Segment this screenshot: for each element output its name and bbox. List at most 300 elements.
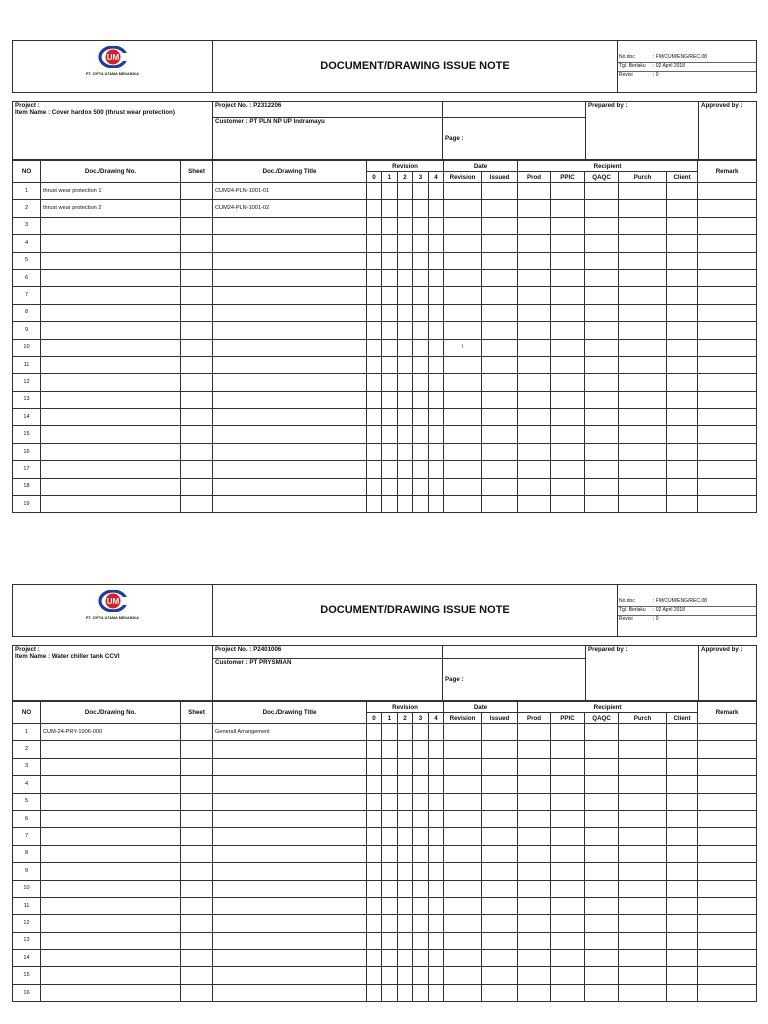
col-date: Date [444, 161, 518, 172]
revision-cell [429, 235, 444, 252]
revision-cell [429, 374, 444, 391]
doc-number-cell: thrust wear protection 2 [41, 200, 181, 217]
doc-number-cell [41, 217, 181, 234]
revision-cell [398, 409, 413, 426]
recipient-cell [667, 496, 698, 513]
recipient-cell [585, 845, 619, 862]
revision-cell [382, 443, 398, 460]
revision-cell [398, 356, 413, 373]
recipient-cell [585, 304, 619, 321]
page-label: Page : [443, 659, 586, 701]
recipient-cell [551, 880, 585, 897]
revision-cell [398, 304, 413, 321]
revision-cell [398, 200, 413, 217]
recipient-cell [551, 810, 585, 827]
recipient-cell [619, 217, 667, 234]
revision-cell [382, 409, 398, 426]
recipient-cell [551, 339, 585, 356]
revision-cell [367, 252, 382, 269]
date-issued-cell [482, 932, 518, 949]
meta-label: Revisi [619, 616, 633, 622]
date-issued-cell [482, 478, 518, 495]
row-number: 4 [13, 235, 41, 252]
revision-cell [413, 269, 429, 286]
date-issued-cell [482, 897, 518, 914]
row-number: 7 [13, 828, 41, 845]
revision-cell [398, 374, 413, 391]
doc-number-cell [41, 235, 181, 252]
recipient-cell [585, 776, 619, 793]
date-revision-cell [444, 915, 482, 932]
date-revision-cell [444, 897, 482, 914]
revision-cell [429, 269, 444, 286]
revision-cell [413, 461, 429, 478]
revision-cell [429, 880, 444, 897]
table-row [13, 758, 757, 775]
item-name: Item Name : Cover hardox 500 (thrust wear protection) [15, 109, 175, 116]
doc-number-cell [41, 984, 181, 1001]
date-issued-cell [482, 339, 518, 356]
date-col: Issued [482, 713, 518, 724]
remark-cell [698, 200, 757, 217]
table-row [13, 356, 757, 373]
rev-col: 4 [429, 713, 444, 724]
remark-cell [698, 287, 757, 304]
document-meta [618, 585, 757, 637]
recipient-col: PPIC [551, 172, 585, 183]
sheet-cell [181, 880, 213, 897]
recipient-cell [667, 287, 698, 304]
date-issued-cell [482, 322, 518, 339]
date-revision-cell [444, 810, 482, 827]
revision-cell [367, 863, 382, 880]
sheet-cell [181, 828, 213, 845]
recipient-cell [619, 183, 667, 200]
revision-cell [367, 758, 382, 775]
date-revision-cell [444, 478, 482, 495]
table-row [13, 217, 757, 234]
col-remark: Remark [698, 702, 757, 724]
doc-title-cell [213, 810, 367, 827]
recipient-cell [551, 269, 585, 286]
date-issued-cell [482, 269, 518, 286]
table-row [13, 915, 757, 932]
date-issued-cell [482, 200, 518, 217]
date-issued-cell [482, 984, 518, 1001]
doc-number-cell [41, 252, 181, 269]
revision-cell [413, 339, 429, 356]
recipient-cell [667, 950, 698, 967]
recipient-cell [585, 426, 619, 443]
remark-cell [698, 776, 757, 793]
recipient-col: Purch [619, 713, 667, 724]
table-row [13, 339, 757, 356]
meta-value: : FM/CUM/ENG/REC.08 [652, 54, 756, 63]
row-number: 8 [13, 845, 41, 862]
recipient-cell [585, 496, 619, 513]
recipient-cell [667, 915, 698, 932]
revision-cell [429, 724, 444, 741]
revision-cell [429, 252, 444, 269]
row-number: 3 [13, 217, 41, 234]
revision-cell [398, 478, 413, 495]
table-row [13, 426, 757, 443]
table-row [13, 880, 757, 897]
doc-number-cell [41, 478, 181, 495]
table-body [13, 724, 757, 1002]
recipient-cell [667, 461, 698, 478]
revision-cell [367, 304, 382, 321]
date-issued-cell [482, 235, 518, 252]
table-row [13, 724, 757, 741]
row-number: 3 [13, 758, 41, 775]
revision-cell [398, 915, 413, 932]
logo-letters: UM [106, 53, 119, 62]
date-issued-cell [482, 724, 518, 741]
date-revision-cell [444, 932, 482, 949]
revision-cell [413, 724, 429, 741]
doc-number-cell [41, 426, 181, 443]
table-row [13, 183, 757, 200]
logo-block [13, 585, 213, 637]
date-revision-cell [444, 776, 482, 793]
revision-cell [429, 810, 444, 827]
table-row [13, 322, 757, 339]
revision-cell [413, 496, 429, 513]
doc-title-cell [213, 461, 367, 478]
remark-cell [698, 391, 757, 408]
project-label: Project : [15, 102, 40, 109]
revision-cell [413, 984, 429, 1001]
recipient-cell [551, 863, 585, 880]
table-row [13, 845, 757, 862]
remark-cell [698, 793, 757, 810]
date-revision-cell [444, 356, 482, 373]
revision-cell [367, 269, 382, 286]
recipient-cell [619, 478, 667, 495]
recipient-cell [518, 932, 551, 949]
recipient-cell [585, 758, 619, 775]
revision-cell [429, 915, 444, 932]
row-number: 4 [13, 776, 41, 793]
doc-title-cell [213, 391, 367, 408]
revision-cell [398, 443, 413, 460]
table-row [13, 200, 757, 217]
sheet-cell [181, 776, 213, 793]
doc-number-cell: thrust wear protection 1 [41, 183, 181, 200]
recipient-col: Purch [619, 172, 667, 183]
sheet-cell [181, 496, 213, 513]
col-revision: Revision [367, 161, 444, 172]
revision-cell [429, 409, 444, 426]
recipient-col: Prod [518, 713, 551, 724]
revision-cell [429, 478, 444, 495]
remark-cell [698, 863, 757, 880]
recipient-cell [518, 269, 551, 286]
recipient-cell [619, 426, 667, 443]
table-row [13, 793, 757, 810]
recipient-cell [551, 845, 585, 862]
remark-cell [698, 461, 757, 478]
recipient-cell [551, 897, 585, 914]
revision-cell [413, 391, 429, 408]
recipient-cell [667, 793, 698, 810]
revision-cell [398, 741, 413, 758]
remark-cell [698, 374, 757, 391]
recipient-cell [518, 322, 551, 339]
doc-title-cell [213, 443, 367, 460]
revision-cell [382, 426, 398, 443]
remark-cell [698, 758, 757, 775]
revision-cell [367, 200, 382, 217]
revision-cell [413, 897, 429, 914]
recipient-cell [551, 984, 585, 1001]
date-issued-cell [482, 391, 518, 408]
row-number: 5 [13, 793, 41, 810]
recipient-cell [551, 793, 585, 810]
remark-cell [698, 950, 757, 967]
approved-by: Approved by : [699, 646, 757, 701]
date-revision-cell [444, 496, 482, 513]
project-label: Project : [15, 646, 40, 653]
date-issued-cell [482, 793, 518, 810]
recipient-cell [585, 287, 619, 304]
sheet-cell [181, 287, 213, 304]
meta-value: : 0 [653, 616, 659, 622]
doc-number-cell [41, 967, 181, 984]
revision-cell [429, 426, 444, 443]
recipient-cell [551, 391, 585, 408]
table-row [13, 478, 757, 495]
recipient-cell [585, 828, 619, 845]
recipient-cell [518, 984, 551, 1001]
sheet-cell [181, 741, 213, 758]
remark-cell [698, 252, 757, 269]
recipient-cell [619, 339, 667, 356]
revision-cell [429, 339, 444, 356]
logo-block [13, 41, 213, 93]
prepared-by: Prepared by : [586, 102, 699, 160]
recipient-cell [518, 724, 551, 741]
date-issued-cell [482, 426, 518, 443]
revision-cell [367, 356, 382, 373]
table-row [13, 897, 757, 914]
date-revision-cell [444, 200, 482, 217]
recipient-cell [551, 461, 585, 478]
recipient-cell [585, 880, 619, 897]
doc-title-cell [213, 322, 367, 339]
remark-cell [698, 915, 757, 932]
recipient-cell [551, 374, 585, 391]
date-issued-cell [482, 758, 518, 775]
remark-cell [698, 845, 757, 862]
recipient-cell [619, 461, 667, 478]
doc-title-cell [213, 356, 367, 373]
recipient-cell [667, 897, 698, 914]
customer: Customer : PT PLN NP UP Indramayu [213, 118, 443, 160]
sheet-cell [181, 356, 213, 373]
col-doc-title: Doc./Drawing Title [213, 161, 367, 183]
table-row [13, 252, 757, 269]
revision-cell [382, 235, 398, 252]
recipient-cell [518, 810, 551, 827]
document-list-table [12, 701, 757, 1002]
doc-title-cell [213, 915, 367, 932]
recipient-cell [518, 741, 551, 758]
sheet-cell [181, 443, 213, 460]
revision-cell [413, 409, 429, 426]
revision-cell [413, 322, 429, 339]
company-name: PT. CIPTA UTAMA MEKANIKA [86, 72, 139, 76]
row-number: 16 [13, 984, 41, 1001]
recipient-cell [518, 880, 551, 897]
recipient-cell [518, 391, 551, 408]
revision-cell [367, 287, 382, 304]
doc-title-cell [213, 269, 367, 286]
date-issued-cell [482, 915, 518, 932]
recipient-cell [518, 758, 551, 775]
doc-title-cell [213, 880, 367, 897]
col-recipient: Recipient [518, 702, 698, 713]
remark-cell [698, 897, 757, 914]
date-revision-cell [444, 741, 482, 758]
sheet-cell [181, 793, 213, 810]
recipient-cell [551, 741, 585, 758]
revision-cell [398, 287, 413, 304]
recipient-cell [585, 356, 619, 373]
remark-cell [698, 478, 757, 495]
revision-cell [382, 863, 398, 880]
sheet-cell [181, 252, 213, 269]
recipient-cell [551, 409, 585, 426]
table-row [13, 235, 757, 252]
revision-cell [398, 339, 413, 356]
meta-label: No.doc [618, 54, 652, 63]
recipient-col: QAQC [585, 713, 619, 724]
doc-title-cell [213, 897, 367, 914]
revision-cell [382, 967, 398, 984]
rev-col: 0 [367, 713, 382, 724]
recipient-cell [518, 183, 551, 200]
sheet-cell [181, 724, 213, 741]
revision-cell [398, 322, 413, 339]
revision-cell [429, 200, 444, 217]
revision-cell [429, 758, 444, 775]
recipient-cell [667, 252, 698, 269]
doc-title-cell [213, 426, 367, 443]
rev-col: 3 [413, 172, 429, 183]
recipient-cell [551, 200, 585, 217]
company-logo-icon [98, 590, 128, 612]
col-doc-no: Doc./Drawing No. [41, 161, 181, 183]
doc-number-cell [41, 880, 181, 897]
col-remark: Remark [698, 161, 757, 183]
project-info [12, 101, 757, 160]
doc-title-cell [213, 287, 367, 304]
revision-cell [429, 863, 444, 880]
date-issued-cell [482, 409, 518, 426]
col-revision: Revision [367, 702, 444, 713]
revision-cell [429, 984, 444, 1001]
row-number: 19 [13, 496, 41, 513]
recipient-cell [667, 235, 698, 252]
recipient-cell [667, 356, 698, 373]
recipient-cell [667, 758, 698, 775]
recipient-cell [518, 356, 551, 373]
revision-cell [398, 810, 413, 827]
recipient-cell [619, 897, 667, 914]
row-number: 1 [13, 724, 41, 741]
remark-cell [698, 183, 757, 200]
doc-title-cell [213, 984, 367, 1001]
recipient-cell [518, 304, 551, 321]
recipient-cell [619, 932, 667, 949]
row-number: 16 [13, 443, 41, 460]
recipient-cell [585, 461, 619, 478]
date-revision-cell: \ [444, 339, 482, 356]
doc-number-cell [41, 356, 181, 373]
date-issued-cell [482, 741, 518, 758]
date-revision-cell [444, 391, 482, 408]
recipient-col: Client [667, 172, 698, 183]
table-row [13, 269, 757, 286]
revision-cell [429, 897, 444, 914]
row-number: 9 [13, 322, 41, 339]
revision-cell [367, 793, 382, 810]
date-issued-cell [482, 496, 518, 513]
doc-number-cell [41, 269, 181, 286]
revision-cell [413, 443, 429, 460]
row-number: 15 [13, 426, 41, 443]
row-number: 17 [13, 461, 41, 478]
revision-cell [413, 880, 429, 897]
project-item-cell [13, 102, 213, 160]
revision-cell [367, 409, 382, 426]
table-row [13, 932, 757, 949]
recipient-cell [551, 443, 585, 460]
recipient-cell [619, 810, 667, 827]
recipient-col: Prod [518, 172, 551, 183]
doc-title-cell [213, 374, 367, 391]
recipient-cell [667, 426, 698, 443]
recipient-cell [585, 235, 619, 252]
doc-title-cell [213, 967, 367, 984]
recipient-cell [667, 304, 698, 321]
doc-number-cell [41, 339, 181, 356]
revision-cell [367, 339, 382, 356]
company-name: PT. CIPTA UTAMA MEKANIKA [86, 616, 139, 620]
revision-cell [382, 374, 398, 391]
revision-cell [398, 235, 413, 252]
sheet-cell [181, 950, 213, 967]
sheet-cell [181, 322, 213, 339]
row-number: 7 [13, 287, 41, 304]
recipient-cell [619, 374, 667, 391]
date-issued-cell [482, 810, 518, 827]
recipient-cell [667, 322, 698, 339]
col-date: Date [444, 702, 518, 713]
revision-cell [429, 967, 444, 984]
table-row [13, 443, 757, 460]
rev-col: 2 [398, 172, 413, 183]
recipient-cell [585, 252, 619, 269]
doc-number-cell [41, 845, 181, 862]
date-issued-cell [482, 374, 518, 391]
row-number: 2 [13, 200, 41, 217]
revision-cell [429, 217, 444, 234]
revision-cell [413, 478, 429, 495]
company-logo-icon [98, 46, 128, 68]
